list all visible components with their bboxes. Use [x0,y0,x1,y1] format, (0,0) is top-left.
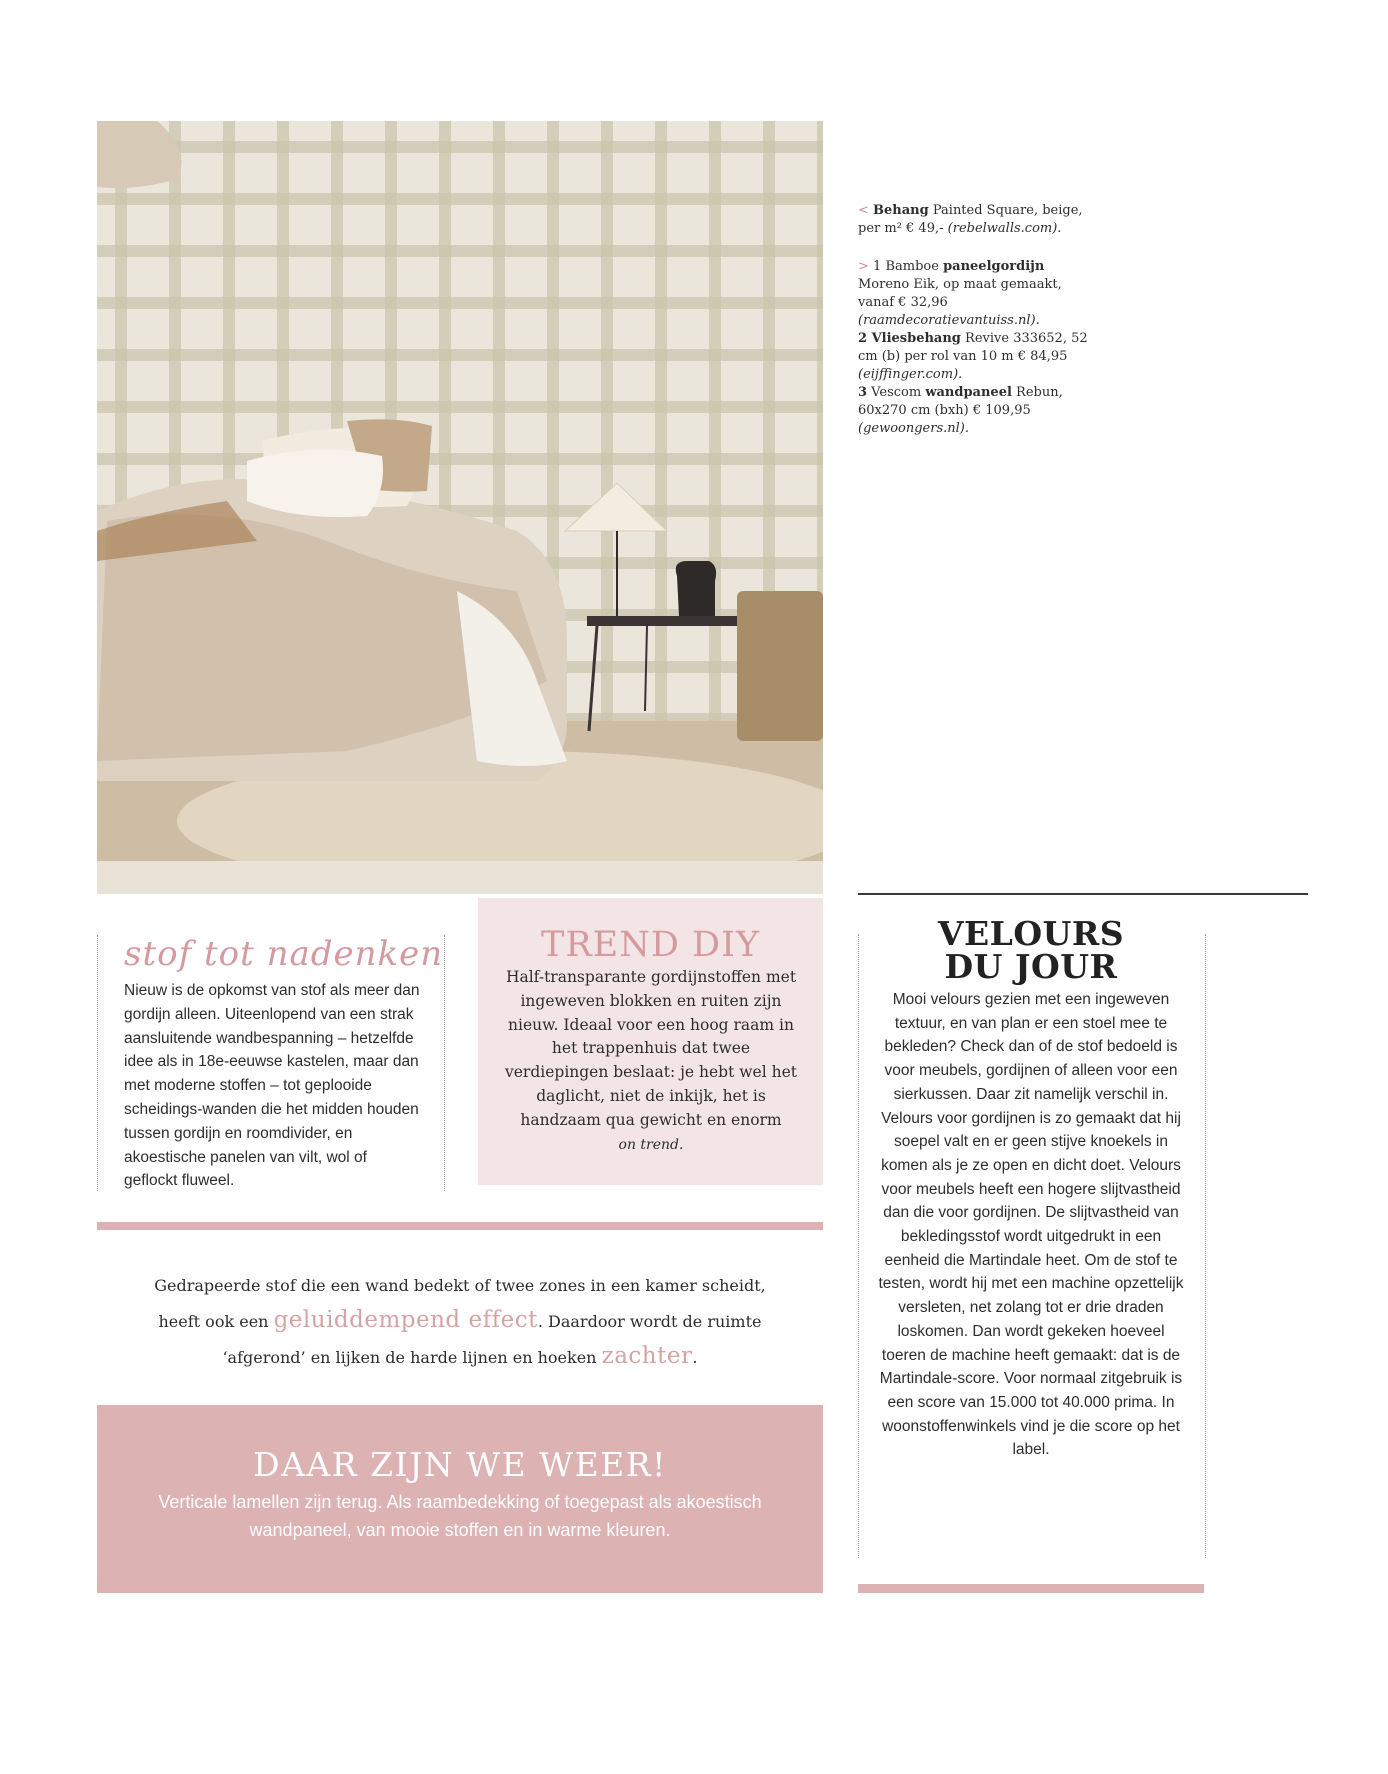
wallpaper-stripe-horizontal [97,245,823,257]
velours-body: Mooi velours gezien met een ingeweven textuur, en van plan er een stoel mee te bekleden? Check dan of de stof bedoeld is voor meubels, gordijnen of alleen voor een sierkussen. Daar zit namelijk verschil in. Velours voor gordijnen is zo gemaakt dat hij soepel valt en er geen stijve knoekels in komen als je ze open en dicht doet. Velours voor meubels heeft een hogere slijtvastheid dan die voor gordijnen. De slijtvastheid van bekledingsstof wordt uitgedrukt in een eenheid die Martindale heet. Om de stof te testen, wordt hij met een machine opzettelijk versleten, net zolang tot er drie draden loskomen. Dan wordt gekeken hoeveel toeren de machine heeft gemaakt: dat is de Martindale-score. Voor normaal zitgebruik is een score van 15.000 tot 40.000 prima. In woonstoffenwinkels vind je die score op het label. [878,991,1184,1459]
arrow-left-icon: < [858,203,869,218]
caption-bold: paneelgordijn [943,259,1045,274]
wallpaper-stripe-horizontal [97,453,823,465]
caption-bold: 2 Vliesbehang [858,331,961,346]
wallpaper-stripe-horizontal [97,141,823,153]
basket [737,591,823,741]
bedroom-illustration [97,121,823,894]
caption-source: (eijffinger.com). [858,367,963,382]
velours-title [858,914,1204,986]
quote-text: . Daardoor wordt de ruimte [537,1312,762,1331]
quote-line-3 [97,1339,823,1375]
caption-source: (raamdecoratievantuiss.nl). [858,313,1040,328]
quote-line-2 [97,1303,823,1339]
arrow-right-icon: > [858,259,869,274]
caption-bold: 3 [858,385,868,400]
trend-body [500,966,802,1157]
product-caption [858,202,1098,458]
wallpaper-stripe-vertical [709,121,721,721]
wallpaper-stripe-horizontal [97,297,823,309]
velours-title-line-2: DU JOUR [944,947,1118,986]
wallpaper-stripe-horizontal [97,193,823,205]
bedroom-photo [97,121,823,894]
caption-text: Painted Square, beige, per m² € 49,- [858,203,1083,236]
caption-source: (gewoongers.nl). [858,421,970,436]
quote-highlight: zachter [601,1343,693,1369]
trend-text: Half-transparante gordijnstoffen met ingeweven blokken en ruiten zijn nieuw. Ideaal voor een hoog raam in het trappenhuis dat twee verdiepingen beslaat: je hebt wel het daglicht, niet de inkijk, het is handzaam qua gewicht en enorm [505,968,797,1129]
pull-quote [97,1268,823,1375]
caption-text: Vescom [867,385,926,400]
jug [676,561,716,616]
trend-title: TREND DIY [540,925,761,965]
quote-highlight: geluiddempend effect [273,1307,538,1333]
floor-edge [97,861,823,894]
wallpaper-stripe-horizontal [97,401,823,413]
caption-source: (rebelwalls.com). [947,221,1062,236]
pillow-front [247,450,383,517]
quote-text: . [692,1348,698,1367]
pink-divider-bar [97,1222,823,1230]
daar-title: DAAR ZIJN WE WEER! [253,1445,667,1484]
daar-body: Verticale lamellen zijn terug. Als raambedekking of toegepast als akoestisch wandpaneel, van mooie stoffen en in warme kleuren. [158,1492,762,1540]
caption-text: Moreno Eik, op maat gemaakt, vanaf € 32,96 [858,277,1062,310]
quote-text: heeft ook een [158,1312,274,1331]
stof-title: stof tot nadenken [124,934,444,974]
wallpaper-stripe-horizontal [97,349,823,361]
pink-divider-bar [858,1584,1204,1593]
stof-body: Nieuw is de opkomst van stof als meer dan gordijn alleen. Uiteenlopend van een strak aansluitende wandbespanning – hetzelfde idee als in 18e-eeuwse kastelen, maar dan met moderne stoffen – tot geplooide scheidings-wanden die het midden houden tussen gordijn en roomdivider, en akoestische panelen van vilt, wol of geflockt fluweel. [124,982,420,1190]
wallpaper-stripe-vertical [655,121,667,721]
caption-bold: wandpaneel [925,385,1012,400]
quote-line-1: Gedrapeerde stof die een wand bedekt of twee zones in een kamer scheidt, [154,1276,766,1295]
divider-rule [858,893,1308,895]
caption-item-products [858,258,1098,438]
caption-text: 1 Bamboe [873,259,944,274]
quote-text: ‘afgerond’ en lijken de harde lijnen en hoeken [222,1348,602,1367]
caption-item-behang [858,202,1098,238]
caption-bold: Behang [873,203,929,218]
wallpaper-stripe-vertical [601,121,613,721]
velours-title-line-1: VELOURS [937,914,1125,953]
caption-text: Revive 333652, 52 cm (b) per rol van 10 m € 84,95 [858,331,1088,364]
caption-text: Rebun, 60x270 cm (bxh) € 109,95 [858,385,1063,418]
side-table-top [587,616,752,626]
trend-end: on trend. [618,1136,684,1153]
